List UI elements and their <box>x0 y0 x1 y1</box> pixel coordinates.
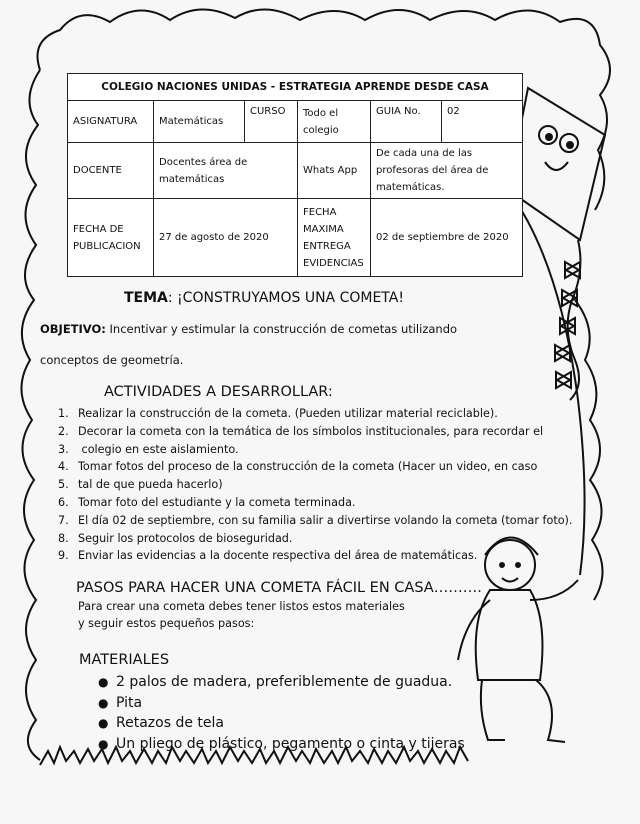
list-item <box>98 713 465 734</box>
frame-border-left <box>21 70 40 760</box>
pasos-text-2: y seguir estos pequeños pasos: <box>78 617 255 630</box>
item-text: Seguir los protocolos de bioseguridad. <box>78 531 293 545</box>
docente-value: Docentes área de matemáticas <box>154 143 298 199</box>
item-number: 8. <box>58 531 69 545</box>
list-item <box>58 512 572 530</box>
item-number: 4. <box>58 460 69 474</box>
bullet-icon: ● <box>98 675 109 689</box>
actividades-title: ACTIVIDADES A DESARROLLAR: <box>104 384 333 400</box>
asignatura-label: ASIGNATURA <box>68 101 154 143</box>
tema-label: TEMA <box>124 290 168 306</box>
materiales-title: MATERIALES <box>79 652 170 668</box>
whatsapp-label: Whats App <box>298 143 371 199</box>
school-title: COLEGIO NACIONES UNIDAS - ESTRATEGIA APRENDE DESDE CASA <box>68 74 523 101</box>
tema-text: : ¡CONSTRUYAMOS UNA COMETA! <box>167 290 404 306</box>
item-text: Enviar las evidencias a la docente respectiva del área de matemáticas. <box>78 549 478 563</box>
pasos-text-1: Para crear una cometa debes tener listos estos materiales <box>78 600 405 613</box>
list-item <box>58 547 572 565</box>
list-item <box>58 476 572 494</box>
list-item <box>58 423 572 441</box>
item-text: Tomar foto del estudiante y la cometa terminada. <box>78 495 356 509</box>
list-item <box>98 672 465 693</box>
fecha-publicacion-label: FECHA DE PUBLICACION <box>68 199 154 277</box>
item-text: colegio en este aislamiento. <box>78 442 239 456</box>
curso-label: CURSO <box>245 101 298 143</box>
list-item <box>98 734 465 755</box>
objetivo-line-2: conceptos de geometría. <box>40 353 184 367</box>
actividades-list <box>58 405 572 565</box>
item-number: 2. <box>58 424 69 438</box>
tema-heading <box>124 290 404 306</box>
list-item <box>58 458 572 476</box>
objetivo-label: OBJETIVO: <box>40 322 106 336</box>
list-item <box>58 494 572 512</box>
list-item <box>58 530 572 548</box>
list-item <box>58 405 572 423</box>
objetivo-text-1: Incentivar y estimular la construcción de cometas utilizando <box>105 322 458 336</box>
item-text: El día 02 de septiembre, con su familia salir a divertirse volando la cometa (tomar foto). <box>78 513 573 527</box>
list-item <box>98 693 465 714</box>
item-text: Pita <box>116 694 143 711</box>
item-text: Tomar fotos del proceso de la construcción de la cometa (Hacer un video, en caso <box>78 460 538 474</box>
item-number: 9. <box>58 549 69 563</box>
item-number: 1. <box>58 407 69 420</box>
curso-value: Todo el colegio <box>298 101 371 143</box>
asignatura-value: Matemáticas <box>154 101 245 143</box>
materiales-list <box>98 672 465 754</box>
item-text: Realizar la construcción de la cometa. (Pueden utilizar material reciclable). <box>78 407 498 420</box>
fecha-maxima-label: FECHA MAXIMA ENTREGA EVIDENCIAS <box>298 199 371 277</box>
item-text: Retazos de tela <box>116 715 224 731</box>
item-number: 6. <box>58 495 69 509</box>
item-number: 5. <box>58 478 69 492</box>
bullet-icon: ● <box>98 716 109 730</box>
item-text: Decorar la cometa con la temática de los símbolos institucionales, para recordar el <box>78 424 544 438</box>
pasos-title: PASOS PARA HACER UNA COMETA FÁCIL EN CASA………. <box>76 580 482 596</box>
header-table <box>67 73 523 277</box>
frame-border-right <box>575 300 603 600</box>
fecha-maxima-value: 02 de septiembre de 2020 <box>371 199 523 277</box>
bullet-icon: ● <box>98 736 109 751</box>
docente-label: DOCENTE <box>68 143 154 199</box>
item-text: tal de que pueda hacerlo) <box>78 478 223 492</box>
guia-label: GUIA No. <box>371 101 442 143</box>
bullet-icon: ● <box>98 695 109 710</box>
item-number: 7. <box>58 513 69 527</box>
item-text: 2 palos de madera, preferiblemente de guadua. <box>116 674 453 690</box>
item-text: Un pliego de plástico, pegamento o cinta y tijeras <box>116 735 465 752</box>
whatsapp-value: De cada una de las profesoras del área de matemáticas. <box>371 143 523 199</box>
fecha-publicacion-value: 27 de agosto de 2020 <box>154 199 298 277</box>
item-number: 3. <box>58 442 69 456</box>
objetivo-line-1 <box>40 322 457 336</box>
guia-value: 02 <box>442 101 523 143</box>
list-item <box>58 441 572 459</box>
